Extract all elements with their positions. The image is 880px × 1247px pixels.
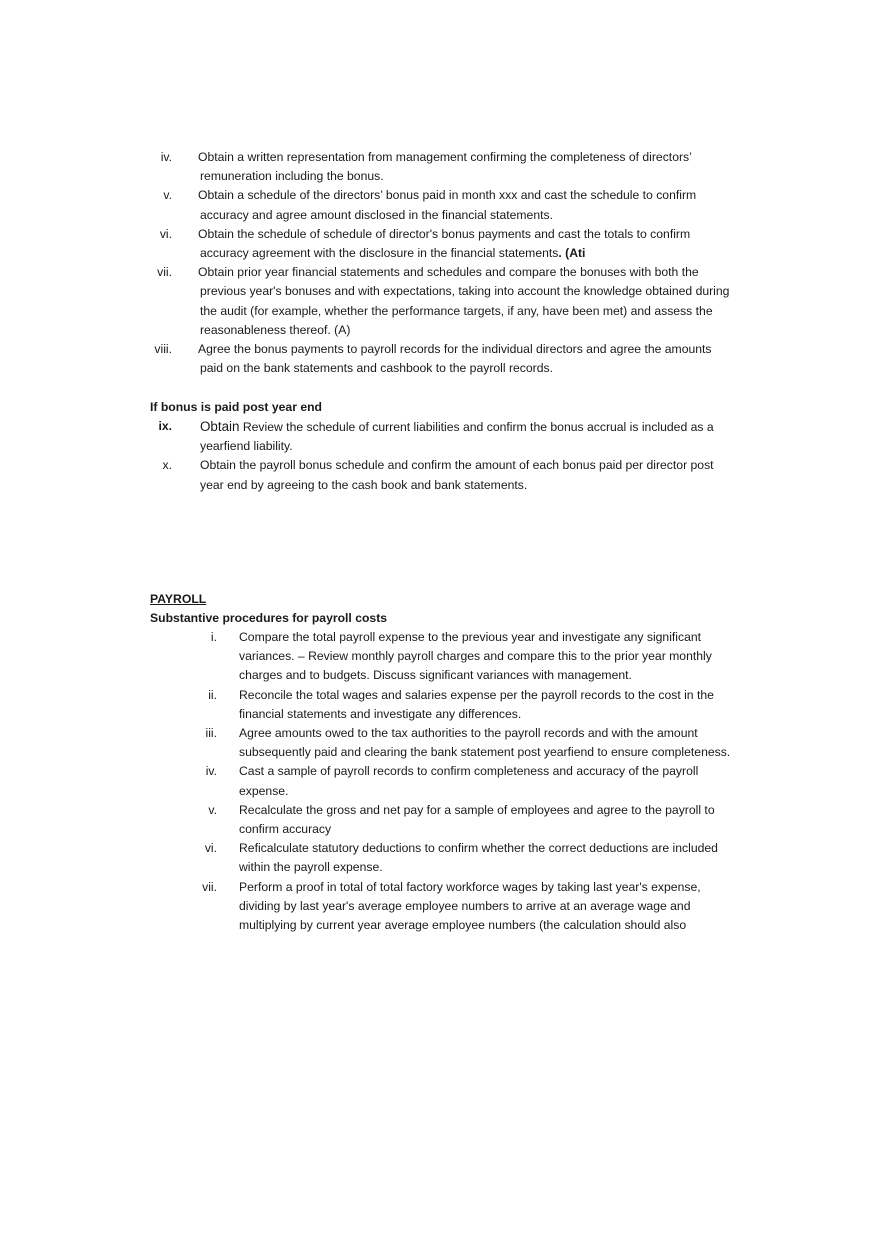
payroll-heading: PAYROLL — [150, 592, 207, 606]
item-text: Agree the bonus payments to payroll records for the individual directors and agree the amounts paid on the bank statements and cashbook to the payroll records. — [198, 342, 712, 376]
item-number: i. — [210, 630, 217, 644]
list-item — [0, 762, 880, 800]
item-number: vi. — [204, 841, 217, 856]
item-text: Review the schedule of current liabilities and confirm the bonus accrual is included as a yearfiend liability. — [200, 420, 714, 454]
item-number: ix. — [158, 419, 172, 433]
item-text: Obtain the payroll bonus schedule and confirm the amount of each bonus paid per director post year end by agreeing to the cash book and bank statements. — [200, 458, 714, 492]
item-text-suffix: . (Ati — [558, 246, 586, 261]
payroll-procedures-list — [0, 628, 880, 935]
list-item — [0, 263, 880, 340]
item-text-wrapper — [200, 225, 730, 263]
item-text: Obtain a schedule of the directors’ bonus paid in month xxx and cast the schedule to confirm accuracy and agree amount disclosed in the financial statements. — [198, 188, 697, 222]
item-text: Obtain prior year financial statements and schedules and compare the bonuses with both the previous year's bonuses and with expectations, taking into account the knowledge obtained during the audit (for example, whether the performance targets, if any, have been met) and assess the reasonableness thereof. (A) — [198, 265, 730, 337]
list-item — [0, 628, 880, 686]
item-text: Obtain the schedule of schedule of director's bonus payments and cast the totals to confirm accuracy agreement with the disclosure in the financial statements — [198, 226, 691, 261]
item-number: ii. — [208, 687, 217, 702]
item-number: x. — [162, 458, 172, 473]
item-number: vi. — [159, 226, 172, 241]
item-number: iv. — [205, 764, 217, 779]
list-item — [0, 417, 880, 456]
list-item — [0, 839, 880, 877]
item-text: Perform a proof in total of total factory workforce wages by taking last year's expense, dividing by last year's average employee numbers to arrive at an average wage and multiplying by current year average employee numbers (the calculation should also — [239, 879, 701, 933]
item-number: iv. — [160, 150, 172, 164]
item-text: Agree amounts owed to the tax authorities to the payroll records and with the amount subsequently paid and clearing the bank statement post yearfiend to ensure completeness. — [239, 726, 731, 760]
item-number: viii. — [154, 342, 172, 357]
item-text: Compare the total payroll expense to the previous year and investigate any significant variances. – Review monthly payroll charges and compare this to the prior year monthly charges and to budgets. Discuss significant variances with management. — [239, 630, 712, 683]
item-text: Obtain a written representation from management confirming the completeness of directors’ remuneration including the bonus. — [198, 150, 692, 184]
item-text: Reconcile the total wages and salaries expense per the payroll records to the cost in the financial statements and investigate any differences. — [239, 687, 714, 721]
item-number: v. — [163, 188, 172, 203]
bonus-procedures-list — [0, 148, 880, 378]
item-text-wrapper — [200, 417, 730, 456]
list-item — [0, 724, 880, 762]
list-item — [0, 878, 880, 936]
payroll-subheading: Substantive procedures for payroll costs — [150, 611, 388, 625]
item-number: iii. — [205, 726, 217, 741]
post-year-heading: If bonus is paid post year end — [150, 400, 323, 414]
list-item — [0, 686, 880, 724]
post-year-procedures-list — [0, 417, 880, 495]
item-text: Recalculate the gross and net pay for a sample of employees and agree to the payroll to confirm accuracy — [239, 802, 715, 837]
list-item — [0, 225, 880, 263]
list-item — [0, 801, 880, 839]
item-text-prefix: Obtain — [200, 419, 240, 434]
item-number: v. — [208, 802, 217, 817]
list-item — [0, 456, 880, 494]
list-item — [0, 340, 880, 378]
item-number: vii. — [202, 879, 217, 894]
item-number: vii. — [157, 265, 172, 280]
list-item — [0, 148, 880, 186]
list-item — [0, 186, 880, 224]
item-text: Cast a sample of payroll records to confirm completeness and accuracy of the payroll expense. — [239, 764, 699, 798]
item-text: Reficalculate statutory deductions to confirm whether the correct deductions are included within the payroll expense. — [239, 841, 718, 875]
